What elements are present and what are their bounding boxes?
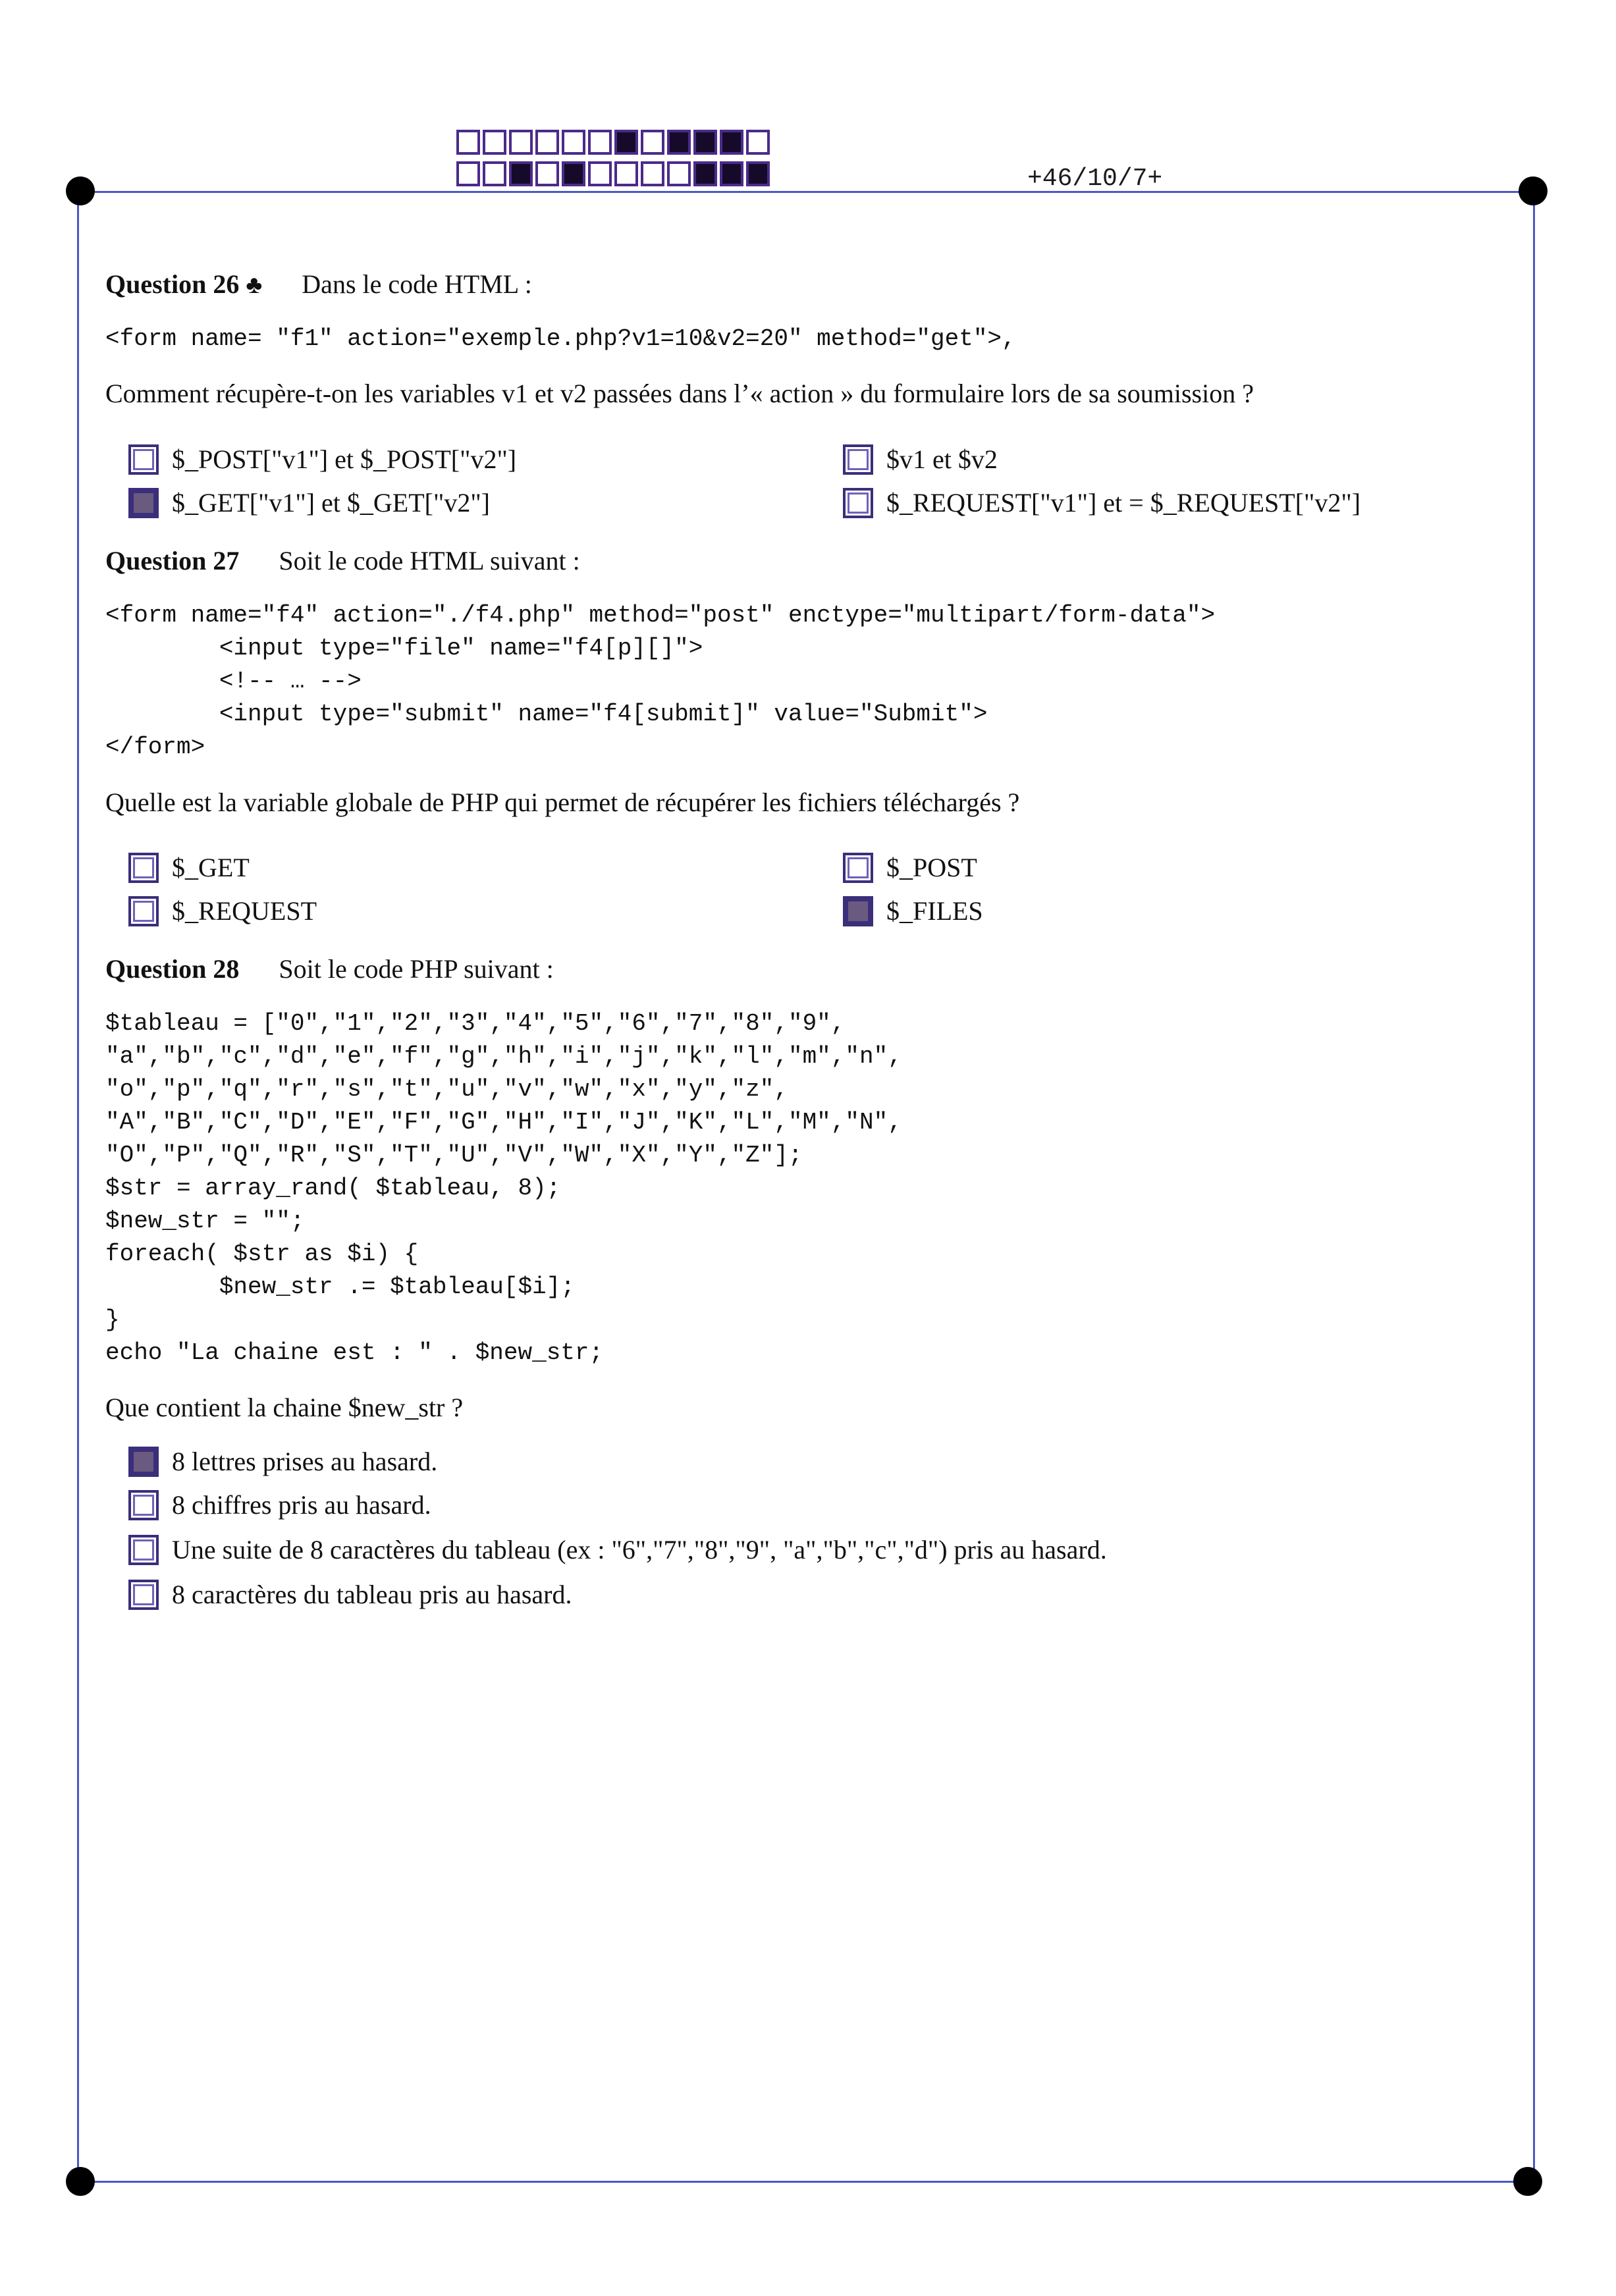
q28-answer-4[interactable] — [128, 1579, 572, 1610]
checkbox[interactable] — [128, 444, 159, 475]
answer-text: $_GET — [172, 853, 250, 882]
q28-intro: Soit le code PHP suivant : — [279, 954, 554, 984]
q27-code: <form name="f4" action="./f4.php" method="post" enctype="multipart/form-data"> <input type="file" name="f4[p][]"> <!-- … --> <input type="submit" name="f4[submit]" value="Submit"> </form> — [105, 602, 1216, 761]
q28-answer-2[interactable] — [128, 1489, 431, 1520]
answer-text: $_GET["v1"] et $_GET["v2"] — [172, 488, 490, 518]
code-cell — [535, 130, 559, 155]
corner-dot-top-right — [1519, 176, 1548, 205]
frame-bottom-line — [79, 2181, 1538, 2183]
answer-text: $_POST["v1"] et $_POST["v2"] — [172, 444, 517, 474]
code-cell — [562, 130, 585, 155]
code-cell — [614, 130, 638, 155]
q26-heading — [105, 269, 532, 300]
q26-prompt: Comment récupère-t-on les variables v1 et v2 passées dans l’« action » du formulaire lors de sa soumission ? — [105, 379, 1254, 408]
page-code-row-2 — [456, 161, 772, 200]
code-cell — [562, 161, 585, 186]
code-cell — [746, 130, 770, 155]
q27-answer-2[interactable] — [843, 852, 977, 883]
q26-intro: Dans le code HTML : — [302, 269, 532, 299]
q26-label: Question 26 — [105, 269, 240, 299]
q26-answer-1[interactable] — [128, 444, 516, 475]
checkbox[interactable] — [843, 488, 873, 518]
code-cell — [641, 130, 664, 155]
code-cell — [509, 130, 533, 155]
code-cell — [483, 130, 506, 155]
code-cell — [456, 161, 480, 186]
frame-right-line — [1533, 191, 1535, 2183]
corner-dot-bottom-right — [1513, 2167, 1542, 2196]
frame-left-line — [77, 191, 79, 2183]
q26-answer-2[interactable] — [843, 444, 998, 475]
answer-text: $_REQUEST — [172, 896, 317, 926]
code-cell — [483, 161, 506, 186]
code-cell — [720, 130, 743, 155]
checkbox[interactable] — [843, 444, 873, 475]
checkbox-checked[interactable] — [128, 488, 159, 518]
code-cell — [693, 130, 717, 155]
code-cell — [667, 161, 691, 186]
code-cell — [614, 161, 638, 186]
club-icon: ♣ — [246, 271, 263, 299]
code-cell — [588, 161, 612, 186]
answer-text: Une suite de 8 caractères du tableau (ex : "6","7","8","9", "a","b","c","d") pris au hasard. — [172, 1535, 1107, 1564]
checkbox[interactable] — [128, 853, 159, 883]
q26-answer-4[interactable] — [843, 487, 1360, 518]
corner-dot-bottom-left — [66, 2167, 95, 2196]
q26-code: <form name= "f1" action="exemple.php?v1=10&v2=20" method="get">, — [105, 325, 1016, 352]
answer-text: $_POST — [886, 853, 977, 882]
code-cell — [588, 130, 612, 155]
answer-text: 8 chiffres pris au hasard. — [172, 1490, 431, 1520]
q26-answer-3[interactable] — [128, 487, 490, 518]
q27-answer-1[interactable] — [128, 852, 250, 883]
code-cell — [509, 161, 533, 186]
checkbox[interactable] — [128, 1580, 159, 1610]
answer-text: 8 caractères du tableau pris au hasard. — [172, 1580, 572, 1609]
answer-text: $v1 et $v2 — [886, 444, 998, 474]
code-cell — [667, 130, 691, 155]
code-cell — [535, 161, 559, 186]
code-cell — [456, 130, 480, 155]
page-id: +46/10/7+ — [1027, 165, 1163, 193]
q27-heading — [105, 545, 580, 576]
code-cell — [693, 161, 717, 186]
q28-heading — [105, 953, 554, 984]
q28-answer-3[interactable] — [128, 1534, 1107, 1565]
q28-prompt: Que contient la chaine $new_str ? — [105, 1393, 464, 1422]
checkbox[interactable] — [128, 896, 159, 926]
answer-text: $_FILES — [886, 896, 983, 926]
q28-answer-1[interactable] — [128, 1446, 437, 1477]
code-cell — [720, 161, 743, 186]
q27-prompt: Quelle est la variable globale de PHP qui permet de récupérer les fichiers téléchargés ? — [105, 788, 1020, 817]
checkbox[interactable] — [128, 1490, 159, 1520]
q27-label: Question 27 — [105, 546, 240, 575]
checkbox-checked[interactable] — [128, 1447, 159, 1477]
frame-top-line — [79, 191, 1538, 193]
corner-dot-top-left — [66, 176, 95, 205]
q27-answer-3[interactable] — [128, 895, 317, 926]
code-cell — [641, 161, 664, 186]
q27-answer-4[interactable] — [843, 895, 983, 926]
answer-text: 8 lettres prises au hasard. — [172, 1447, 438, 1476]
checkbox-checked[interactable] — [843, 896, 873, 926]
code-cell — [746, 161, 770, 186]
q27-intro: Soit le code HTML suivant : — [279, 546, 580, 575]
checkbox[interactable] — [843, 853, 873, 883]
answer-text: $_REQUEST["v1"] et = $_REQUEST["v2"] — [886, 488, 1361, 518]
checkbox[interactable] — [128, 1535, 159, 1565]
q28-label: Question 28 — [105, 954, 240, 984]
q28-code: $tableau = ["0","1","2","3","4","5","6","7","8","9", "a","b","c","d","e","f","g","h","i","j","k","l","m","n", "o","p","q","r","s","t","u","v","w","x","y","z", "A","B","C","D","E","F","G","H","I","J","K","L","M","N", "O","P","Q","R","S","T","U","V","W","X","Y","Z"]; $str = array_rand( $tableau, 8); $new_str = ""; foreach( $str as $i) { $new_str .= $tableau[$i]; } echo "La chaine est : " . $new_str; — [105, 1010, 902, 1366]
